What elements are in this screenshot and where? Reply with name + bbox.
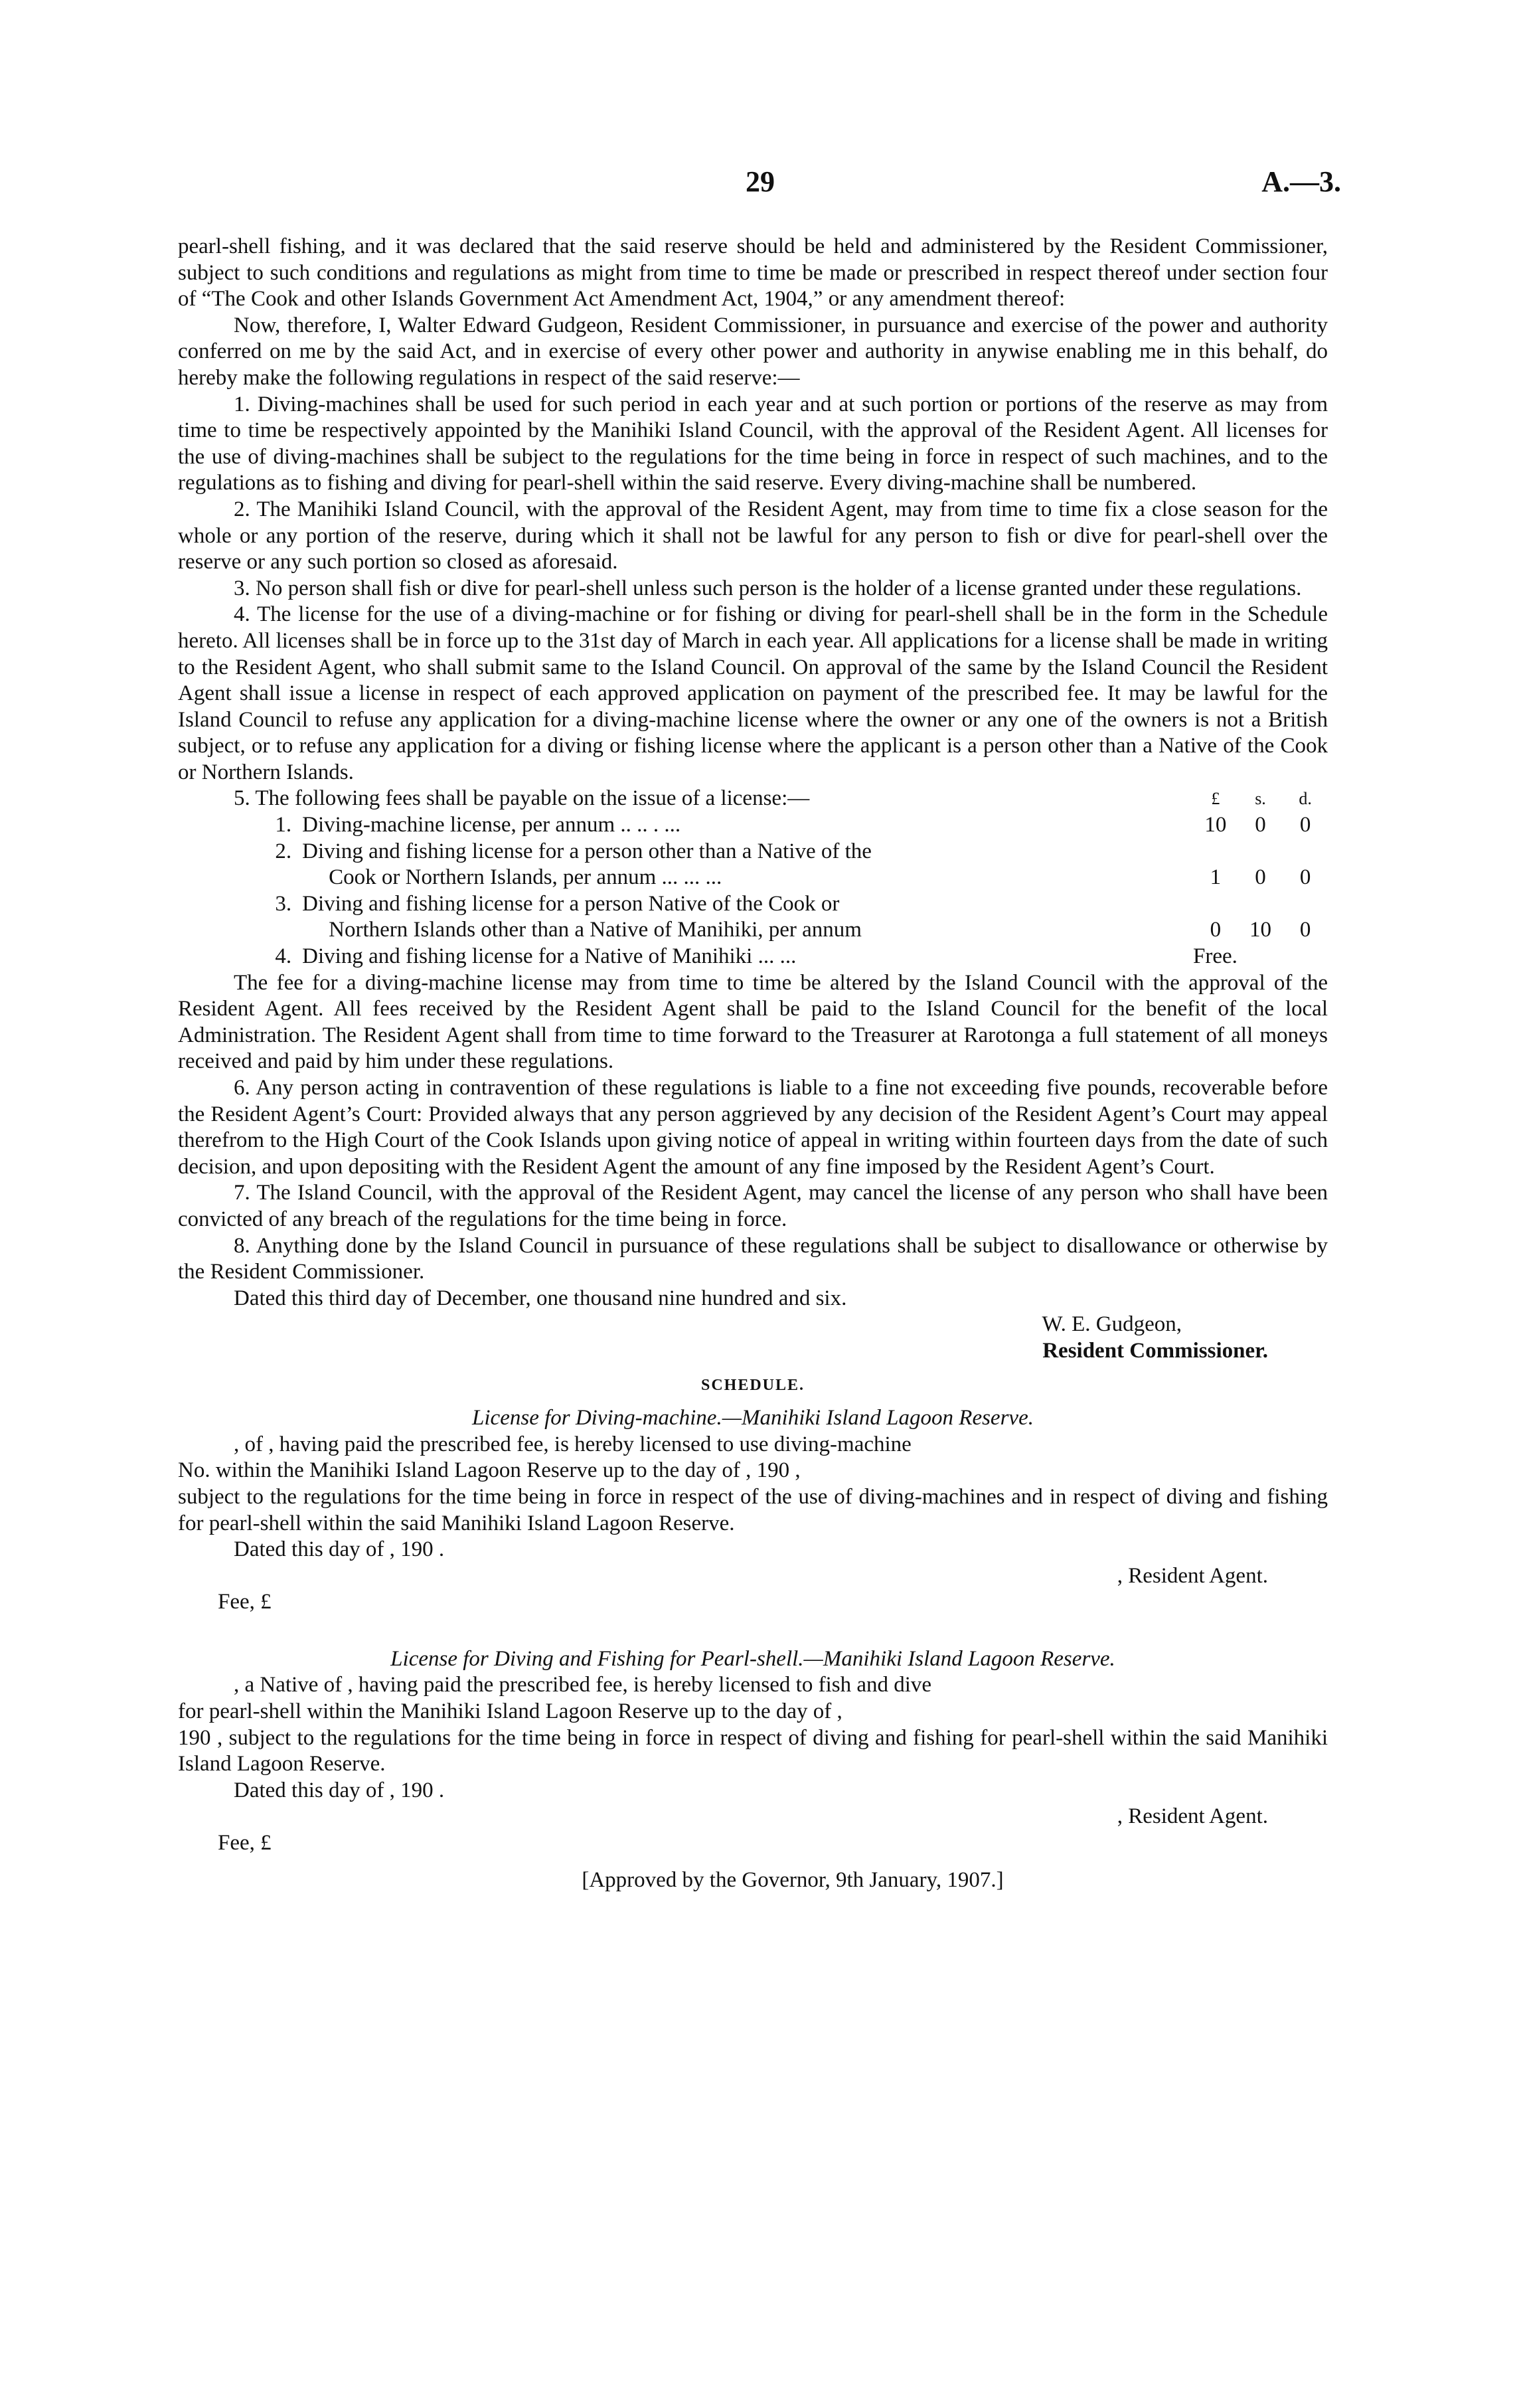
fee-shillings: 0	[1255, 813, 1266, 837]
regulation-7: 7. The Island Council, with the approval of the Resident Agent, may cancel the license of any person who shall have been convicted of any breach of the regulations for the time being in force.	[178, 1181, 1328, 1231]
form-2-title: License for Diving and Fishing for Pearl-shell.—Manihiki Island Lagoon Reserve.	[390, 1646, 1115, 1671]
regulation-8: 8. Anything done by the Island Council in pursuance of these regulations shall be subject to disallowance or otherwise by the Resident Commissioner.	[178, 1233, 1328, 1284]
form-2-line-2: for pearl-shell within the Manihiki Island Lagoon Reserve up to the day of ,	[178, 1699, 842, 1724]
form-1-line-1: , of , having paid the prescribed fee, is hereby licensed to use diving-machine	[234, 1432, 912, 1456]
fee-item-description: Diving and fishing license for a person Native of the Cook or	[302, 891, 840, 916]
fee-row-continuation	[178, 865, 1328, 891]
fee-item-description: Diving and fishing license for a person other than a Native of the	[302, 839, 872, 863]
fee-row	[178, 891, 1328, 918]
page-number: 29	[746, 165, 775, 198]
fee-pounds: 0	[1210, 918, 1222, 942]
fee-item-description-continued: Cook or Northern Islands, per annum ... ... ...	[329, 865, 722, 890]
fee-row	[178, 812, 1328, 839]
signatory-name: W. E. Gudgeon,	[1042, 1312, 1182, 1337]
fee-row	[178, 944, 1328, 970]
fees-header-row	[178, 786, 1328, 812]
approval-note: [Approved by the Governor, 9th January, 1907.]	[582, 1867, 1004, 1892]
signatory-title: Resident Commissioner.	[1042, 1338, 1268, 1363]
pounds-column-header: £	[1211, 789, 1220, 809]
pence-column-header: d.	[1299, 789, 1312, 809]
form-1-line-3: subject to the regulations for the time being in force in respect of the use of diving-machines and in respect of diving and fishing for pearl-shell within the said Manihiki Island Lagoon Reserve.	[178, 1484, 1328, 1535]
fee-shillings: 10	[1249, 918, 1271, 942]
fees-table	[178, 786, 1328, 970]
form-1-line-2: No. within the Manihiki Island Lagoon Reserve up to the day of , 190 ,	[178, 1458, 801, 1483]
fee-item-description-continued: Northern Islands other than a Native of Manihiki, per annum	[329, 918, 862, 942]
form-2-line-3: 190 , subject to the regulations for the time being in force in respect of diving and fishing for pearl-shell within the said Manihiki Island Lagoon Reserve.	[178, 1725, 1328, 1776]
parliamentary-reference: A.—3.	[1261, 165, 1341, 198]
fee-item-number: 4.	[275, 944, 292, 969]
regulation-2: 2. The Manihiki Island Council, with the approval of the Resident Agent, may from time to time fix a close season for the whole or any portion of the reserve, during which it shall not be lawful for any person to fish or dive for pearl-shell over the reserve or any such portion so closed as aforesaid.	[178, 497, 1328, 574]
fee-pence: 0	[1299, 865, 1311, 890]
fee-item-description: Diving-machine license, per annum .. .. . ...	[302, 813, 681, 837]
fee-pounds: 1	[1210, 865, 1222, 890]
fee-item-number: 2.	[275, 839, 292, 863]
form-2-fee: Fee, £	[218, 1831, 272, 1855]
fee-row-continuation	[178, 917, 1328, 944]
schedule-heading: SCHEDULE.	[700, 1376, 805, 1394]
fee-free: Free.	[1193, 944, 1238, 969]
fee-item-description: Diving and fishing license for a Native of Manihiki ... ...	[302, 944, 797, 969]
regulation-3: 3. No person shall fish or dive for pearl-shell unless such person is the holder of a license granted under these regulations.	[234, 576, 1302, 600]
regulation-6: 6. Any person acting in contravention of these regulations is liable to a fine not exceeding five pounds, recoverable before the Resident Agent’s Court: Provided always that any person aggrieved by any decision of the Resident Agent’s Court may appeal therefrom to the High Court of the Cook Islands upon giving notice of appeal in writing within fourteen days from the date of such decision, and upon depositing with the Resident Agent the amount of any fine imposed by the Resident Agent’s Court.	[178, 1076, 1328, 1179]
form-1-fee: Fee, £	[218, 1590, 272, 1614]
dated-line: Dated this third day of December, one thousand nine hundred and six.	[234, 1286, 847, 1310]
form-2-dated: Dated this day of , 190 .	[234, 1778, 445, 1802]
form-1-agent: , Resident Agent.	[1117, 1563, 1268, 1588]
fee-row	[178, 839, 1328, 865]
fee-shillings: 0	[1255, 865, 1266, 890]
regulation-1: 1. Diving-machines shall be used for such period in each year and at such portion or portions of the reserve as may from time to time be respectively appointed by the Manihiki Island Council, with the approval of the Resident Agent. All licenses for the use of diving-machines shall be subject to the regulations for the time being in force in respect of such machines, and to the regulations as to fishing and diving for pearl-shell within the said reserve. Every diving-machine shall be numbered.	[178, 392, 1328, 495]
paragraph-enactment: Now, therefore, I, Walter Edward Gudgeon, Resident Commissioner, in pursuance and exercise of the power and authority conferred on me by the said Act, and in exercise of every other power and authority in anywise enabling me in this behalf, do hereby make the following regulations in respect of the said reserve:—	[178, 313, 1328, 390]
paragraph-preamble: pearl-shell fishing, and it was declared that the said reserve should be held and administered by the Resident Commissioner, subject to such conditions and regulations as might from time to time be made or prescribed in respect thereof under section four of “The Cook and other Islands Government Act Amendment Act, 1904,” or any amendment thereof:	[178, 234, 1328, 311]
form-2-agent: , Resident Agent.	[1117, 1804, 1268, 1829]
regulation-4: 4. The license for the use of a diving-machine or for fishing or diving for pearl-shell shall be in the form in the Schedule hereto. All licenses shall be in force up to the 31st day of March in each year. All applications for a license shall be made in writing to the Resident Agent, who shall submit same to the Island Council. On approval of the same by the Island Council the Resident Agent shall issue a license in respect of each approved application on payment of the prescribed fee. It may be lawful for the Island Council to refuse any application for a diving-machine license where the owner or any one of the owners is not a British subject, or to refuse any application for a diving or fishing license where the applicant is a person other than a Native of the Cook or Northern Islands.	[178, 602, 1328, 784]
form-1-title: License for Diving-machine.—Manihiki Island Lagoon Reserve.	[472, 1406, 1034, 1430]
fee-item-number: 3.	[275, 891, 292, 916]
shillings-column-header: s.	[1255, 789, 1266, 809]
fee-pounds: 10	[1204, 813, 1227, 837]
fee-item-number: 1.	[275, 813, 292, 837]
fee-pence: 0	[1299, 813, 1311, 837]
form-1-dated: Dated this day of , 190 .	[234, 1537, 445, 1562]
document-body	[178, 234, 1328, 1893]
fee-pence: 0	[1299, 918, 1311, 942]
regulation-5-intro: 5. The following fees shall be payable on the issue of a license:—	[234, 786, 810, 811]
form-2-line-1: , a Native of , having paid the prescribed fee, is hereby licensed to fish and dive	[234, 1673, 932, 1697]
regulation-5-continued: The fee for a diving-machine license may from time to time be altered by the Island Council with the approval of the Resident Agent. All fees received by the Resident Agent shall be paid to the Island Council for the benefit of the local Administration. The Resident Agent shall from time to time forward to the Treasurer at Rarotonga a full statement of all moneys received and paid by him under these regulations.	[178, 970, 1328, 1074]
